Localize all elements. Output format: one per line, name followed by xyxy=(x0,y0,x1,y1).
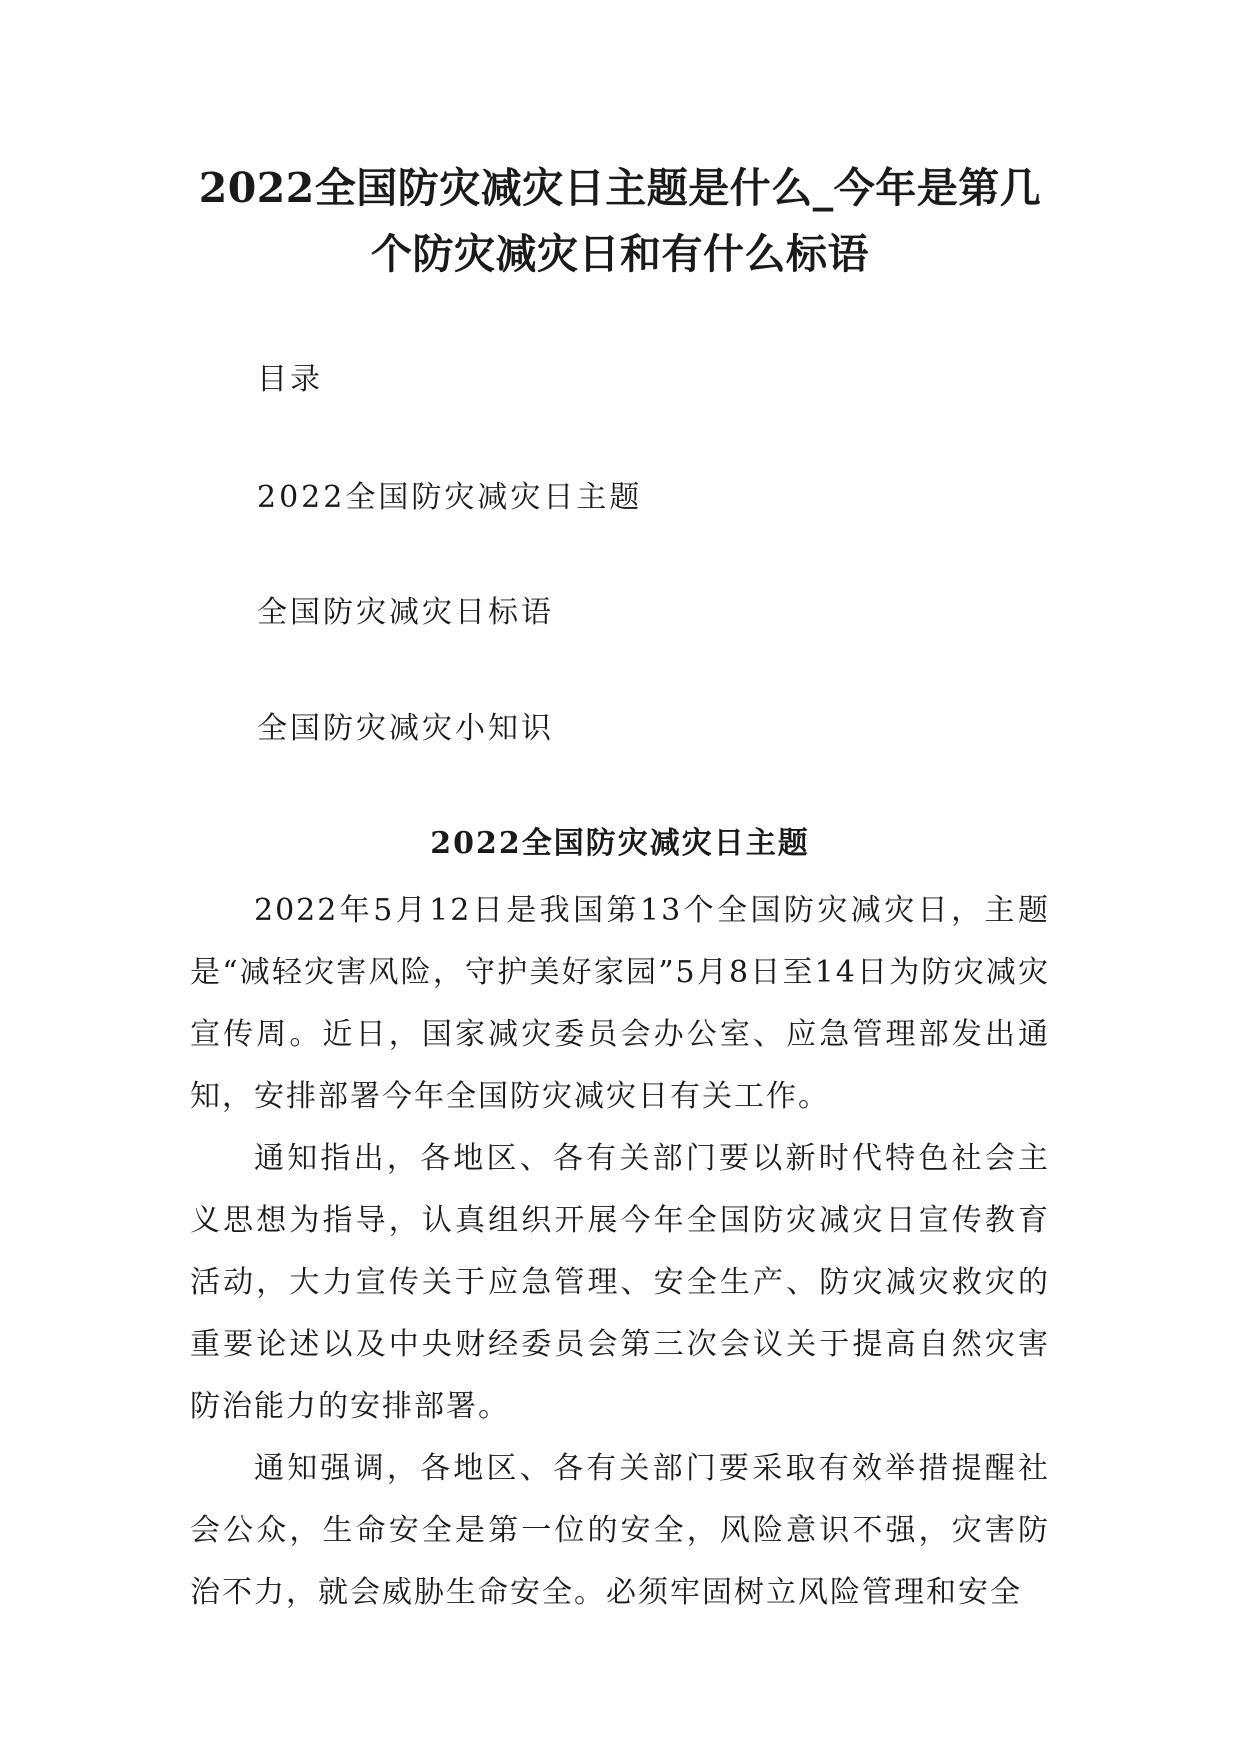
toc-item-knowledge[interactable]: 全国防灾减灾小知识 xyxy=(257,711,554,746)
section-heading: 2022全国防灾减灾日主题 xyxy=(430,826,810,861)
body-paragraph: 2022年5月12日是我国第13个全国防灾减灾日，主题是“减轻灾害风险，守护美好家园”5月8日至14日为防灾减灾宣传周。近日，国家减灾委员会办公室、应急管理部发出通知，安排部署今年全国防灾减灾日有关工作。 xyxy=(190,893,1050,1114)
toc-heading: 目录 xyxy=(257,362,323,397)
document-title: 2022全国防灾减灾日主题是什么_今年是第几个防灾减灾日和有什么标语 xyxy=(198,164,1042,278)
toc-item-slogans[interactable]: 全国防灾减灾日标语 xyxy=(257,595,554,630)
toc-item-theme[interactable]: 2022全国防灾减灾日主题 xyxy=(257,480,643,515)
section-body xyxy=(190,880,1050,1624)
body-paragraph: 通知指出，各地区、各有关部门要以新时代特色社会主义思想为指导，认真组织开展今年全国防灾减灾日宣传教育活动，大力宣传关于应急管理、安全生产、防灾减灾救灾的重要论述以及中央财经委员会第三次会议关于提高自然灾害防治能力的安排部署。 xyxy=(190,1141,1050,1424)
body-paragraph: 通知强调，各地区、各有关部门要采取有效举措提醒社会公众，生命安全是第一位的安全，风险意识不强，灾害防治不力，就会威胁生命安全。必须牢固树立风险管理和安全 xyxy=(190,1451,1050,1610)
